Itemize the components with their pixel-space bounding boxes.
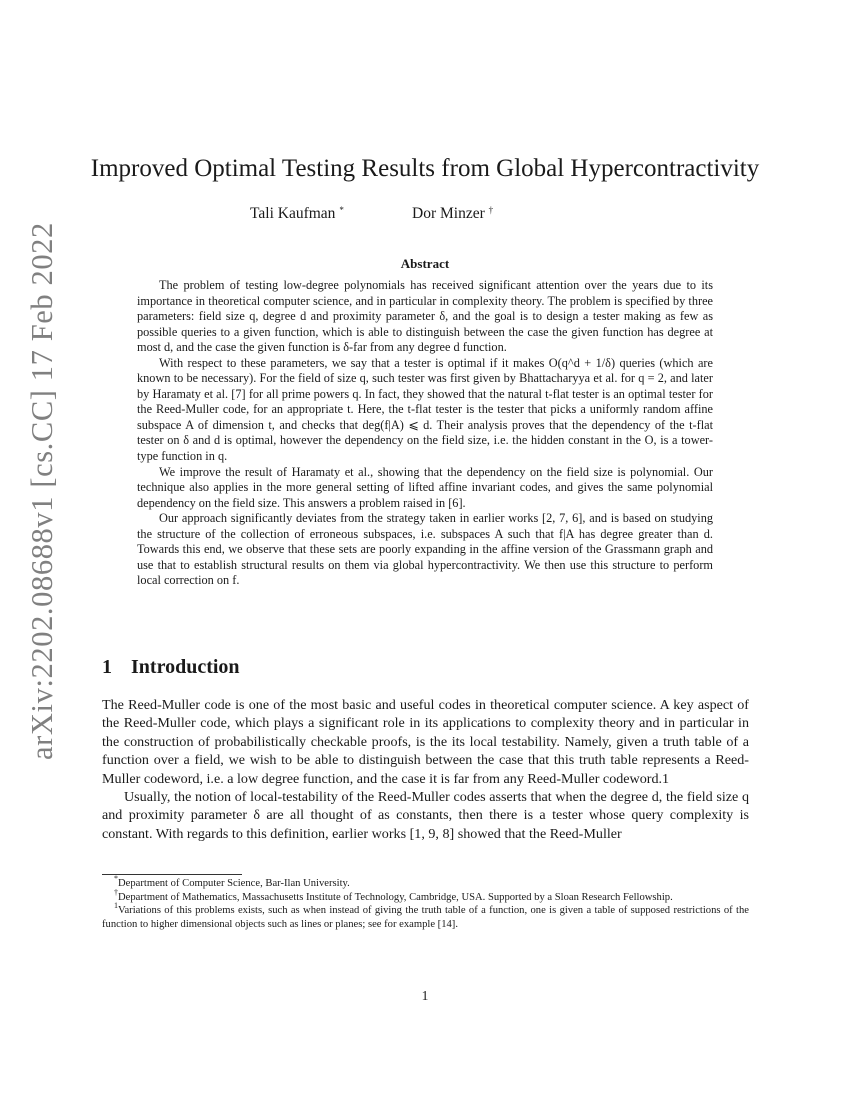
introduction-body — [102, 696, 749, 843]
footnote-mark: 1 — [114, 901, 118, 911]
body-paragraph: Usually, the notion of local-testability of the Reed-Muller codes asserts that when the degree d, the field size q and proximity parameter δ are all thought of as constants, then there is a tester whose query complexity is constant. With regards to this definition, earlier works [1, 9, 8] showed that the Reed-Muller — [102, 789, 749, 842]
footnote-mark: * — [114, 874, 118, 883]
abstract-heading: Abstract — [400, 256, 450, 271]
footnote — [102, 887, 749, 905]
arxiv-identifier-stamp: arXiv:2202.08688v1 [cs.CC] 17 Feb 2022 — [25, 222, 59, 760]
page-number: 1 — [421, 988, 429, 1003]
section-number: 1 — [102, 656, 112, 678]
abstract-body — [137, 278, 713, 589]
footnote-text: Department of Mathematics, Massachusetts Institute of Technology, Cambridge, USA. Supported by a Sloan Research Fellowship. — [118, 891, 673, 903]
footnote-rule — [102, 874, 242, 875]
author-mark: * — [339, 205, 344, 215]
footnote-text: Department of Computer Science, Bar-Ilan University. — [118, 878, 350, 889]
abstract-paragraph: The problem of testing low-degree polynomials has received significant attention over the years due to its importance in theoretical computer science, and in particular in complexity theory. The problem is specified by three parameters: field size q, degree d and proximity parameter δ, and the goal is to design a tester making as few as possible queries to a given function, which is able to distinguish between the case the given function has degree at most d, and the case the given function is δ-far from any degree d function. — [137, 278, 713, 355]
abstract-paragraph: We improve the result of Haramaty et al., showing that the dependency on the field size is polynomial. Our technique also applies in the more general setting of lifted affine invariant codes, and gives the same polynomial dependency on the field size. This answers a problem raised in [6]. — [137, 464, 713, 510]
author-mark: † — [488, 205, 494, 215]
footnote-text: Variations of this problems exists, such as when instead of giving the truth table of a function, one is given a table of supposed restrictions of the function to higher dimensional objects such as lines or planes; see for example [14]. — [102, 905, 749, 931]
paper-title: Improved Optimal Testing Results from Global Hypercontractivity — [90, 155, 760, 182]
abstract-paragraph: With respect to these parameters, we say that a tester is optimal if it makes O(q^d + 1/δ) queries (which are known to be necessary). For the field of size q, such tester was first given by Bhattacharyya et al. for q = 2, and later by Haramaty et al. [7] for all prime powers q. In fact, they showed that the natural t-flat tester is an optimal tester for the Reed-Muller code, for an appropriate t. Here, the t-flat tester is the tester that picks a uniformly random affine subspace A of dimension t, and checks that deg(f|A) ⩽ d. Their analysis proves that the dependency of the t-flat tester on δ and d is optimal, however the dependency on the field size, i.e. the hidden constant in the O, is a tower-type function in q. — [137, 355, 713, 464]
footnote — [102, 874, 749, 891]
author-list — [250, 205, 600, 227]
section-heading-introduction — [102, 656, 240, 679]
author-minzer — [412, 205, 493, 223]
body-paragraph: The Reed-Muller code is one of the most basic and useful codes in theoretical computer science. A key aspect of the Reed-Muller code, which plays a significant role in its applications to complexity theory and in particular in the construction of probabilistically checkable proofs, is the its local testability. Namely, given a truth table of a function over a field, we wish to be able to distinguish between the case that this truth table represents a Reed-Muller codeword, i.e. a low degree function, and the case it is far from any Reed-Muller codeword.1 — [102, 697, 749, 787]
author-name: Dor Minzer — [412, 205, 485, 222]
section-title: Introduction — [131, 656, 240, 678]
author-name: Tali Kaufman — [250, 205, 336, 222]
footnote — [102, 901, 749, 931]
footnotes — [102, 874, 749, 932]
abstract-paragraph: Our approach significantly deviates from the strategy taken in earlier works [2, 7, 6], and is based on studying the structure of the collection of erroneous subspaces, i.e. subspaces A such that f|A has degree greater than d. Towards this end, we observe that these sets are poorly expanding in the affine version of the Grassmann graph and use that to establish structural results on them via global hypercontractivity. We then use this structure to perform local correction on f. — [137, 511, 713, 588]
author-kaufman — [250, 205, 344, 223]
footnote-mark: † — [114, 887, 118, 897]
